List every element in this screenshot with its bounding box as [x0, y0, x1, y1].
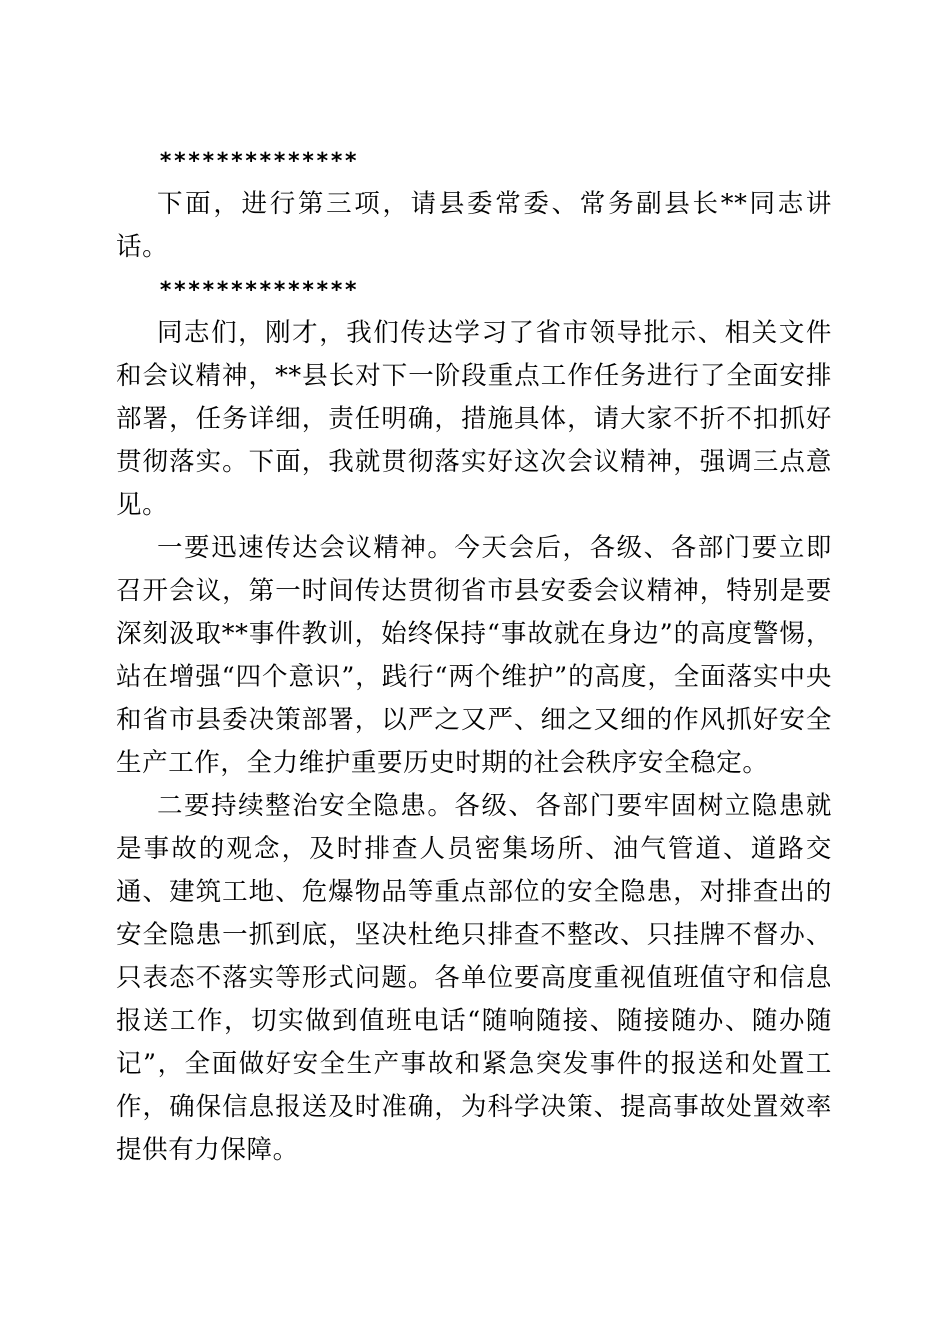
- separator-stars: **************: [159, 278, 359, 303]
- paragraph-agenda: 下面，进行第三项，请县委常委、常务副县长**同志讲话。: [116, 189, 832, 262]
- document-page: [116, 140, 832, 1172]
- paragraph-point-one: 一要迅速传达会议精神。今天会后，各级、各部门要立即召开会议，第一时间传达贯彻省市县安委会议精神，特别是要深刻汲取**事件教训，始终保持“事故就在身边”的高度警惕，站在增强“四个意识”，践行“两个维护”的高度，全面落实中央和省市县委决策部署，以严之又严、细之又细的作风抓好安全生产工作，全力维护重要历史时期的社会秩序安全稳定。: [116, 533, 832, 778]
- paragraph-point-two: 二要持续整治安全隐患。各级、各部门要牢固树立隐患就是事故的观念，及时排查人员密集场所、油气管道、道路交通、建筑工地、危爆物品等重点部位的安全隐患，对排查出的安全隐患一抓到底，坚决杜绝只排查不整改、只挂牌不督办、只表态不落实等形式问题。各单位要高度重视值班值守和信息报送工作，切实做到值班电话“随响随接、随接随办、随办随记”，全面做好安全生产事故和紧急突发事件的报送和处置工作，确保信息报送及时准确，为科学决策、提高事故处置效率提供有力保障。: [116, 791, 832, 1165]
- separator-stars: **************: [159, 149, 359, 174]
- paragraph-opening: 同志们，刚才，我们传达学习了省市领导批示、相关文件和会议精神，**县长对下一阶段重点工作任务进行了全面安排部署，任务详细，责任明确，措施具体，请大家不折不扣抓好贯彻落实。下面，我就贯彻落实好这次会议精神，强调三点意见。: [116, 318, 832, 520]
